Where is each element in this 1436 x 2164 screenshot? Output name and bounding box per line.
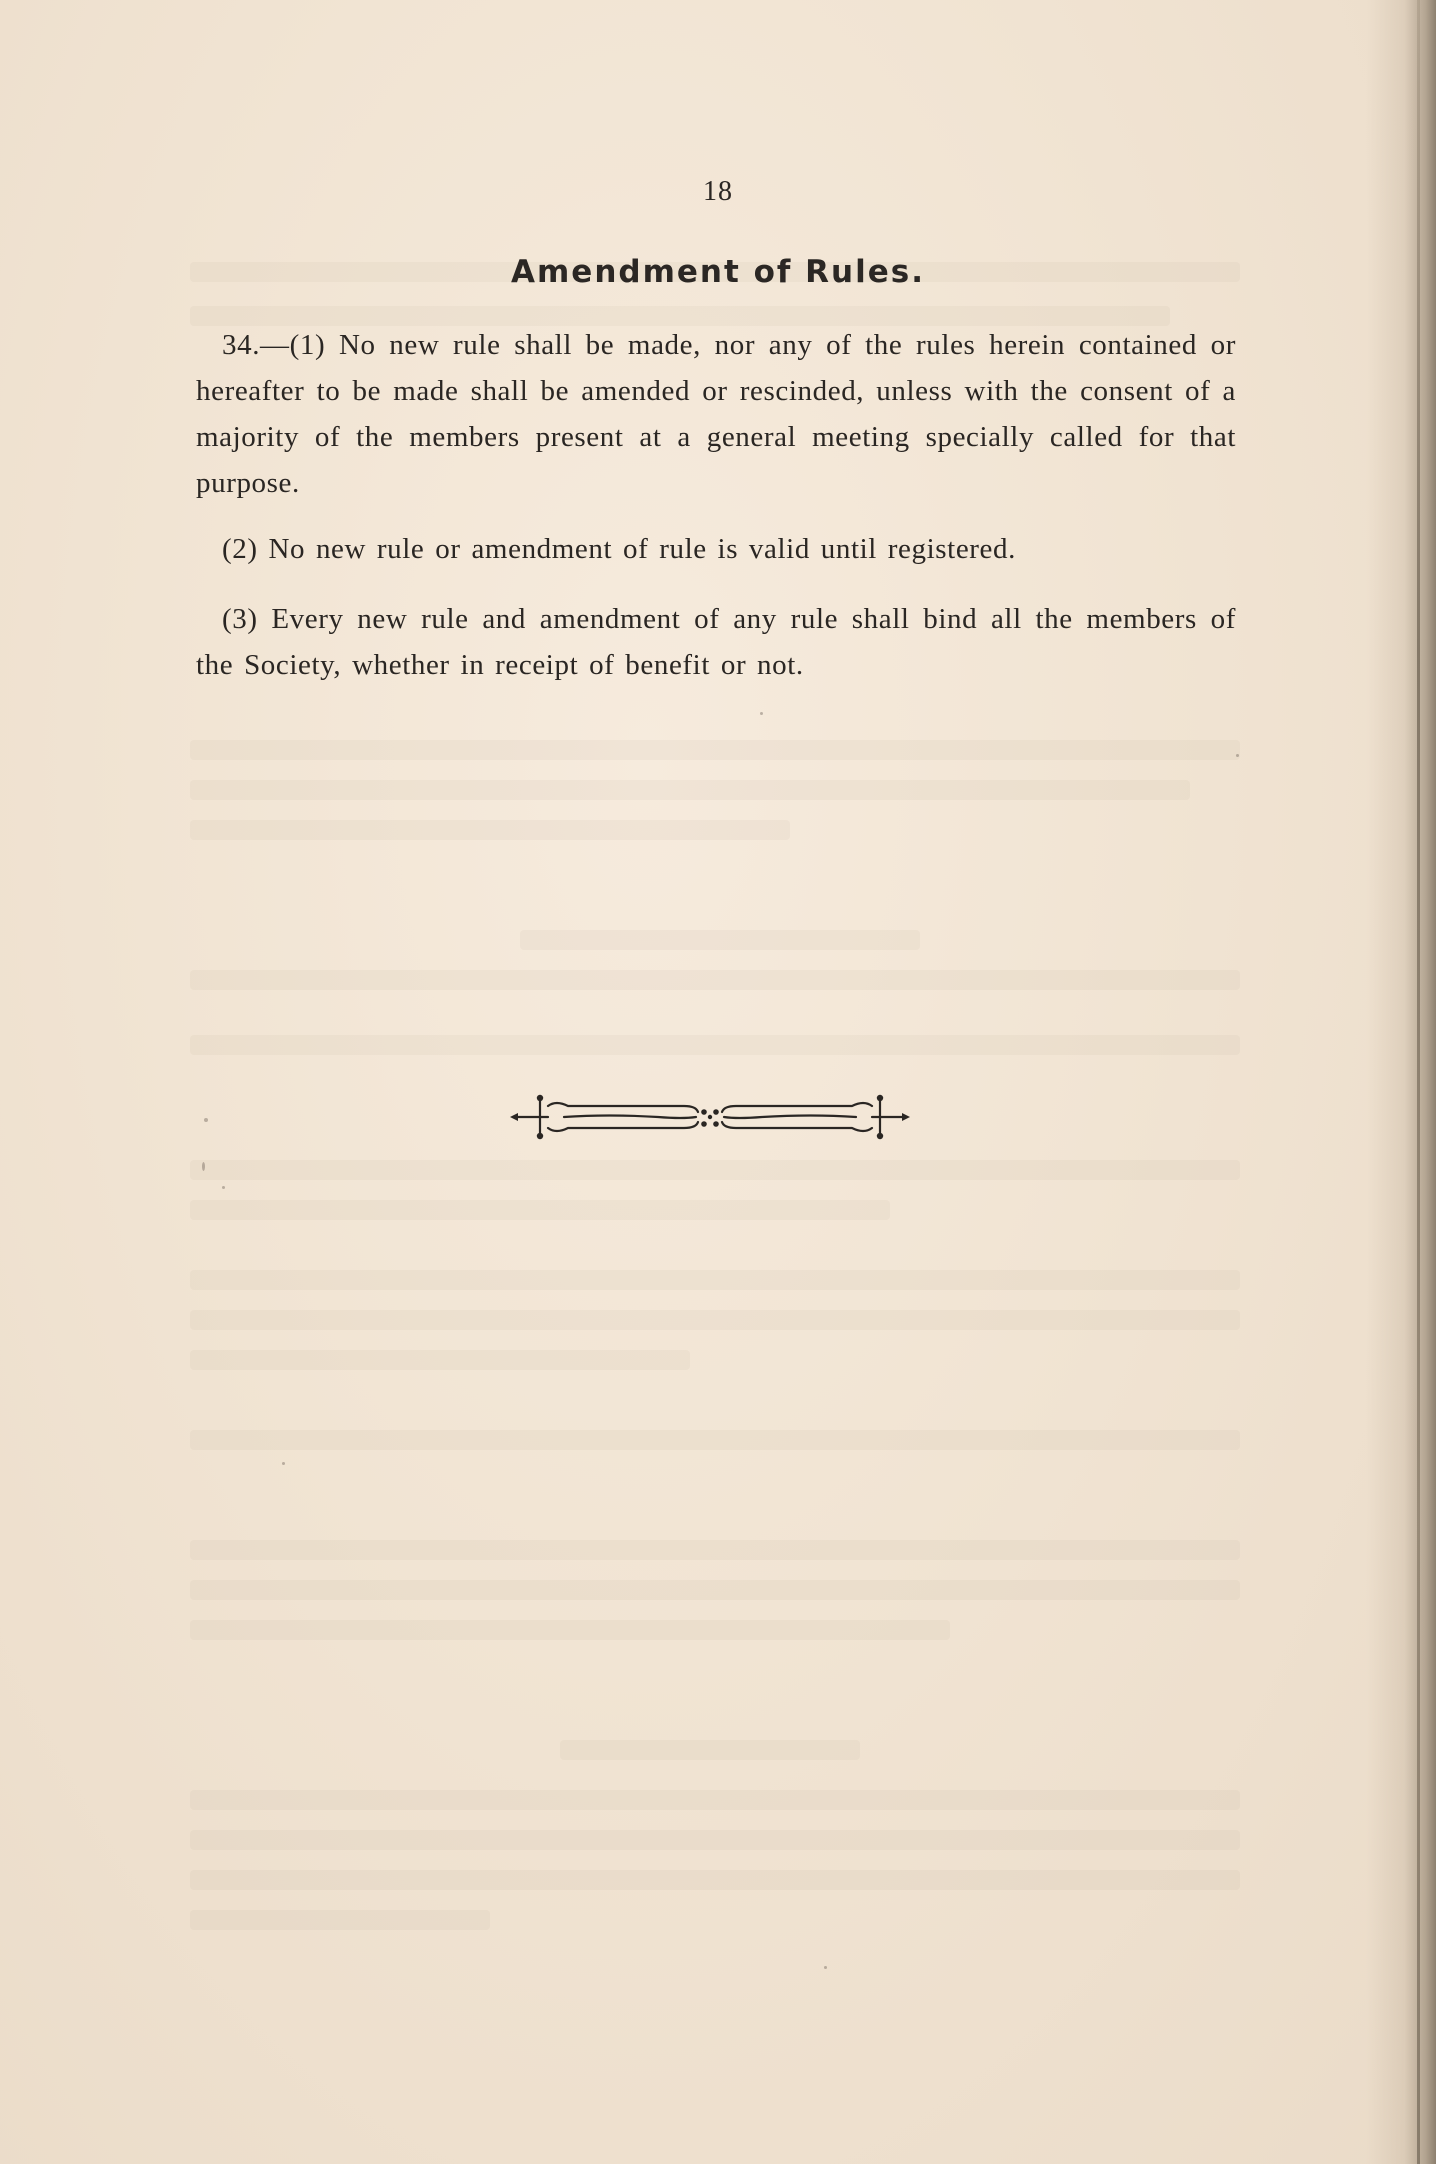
- paper-speck: [222, 1186, 225, 1189]
- page-edge-shadow: [1366, 0, 1436, 2164]
- show-through: [190, 1270, 1240, 1290]
- paper-speck: [204, 1118, 208, 1122]
- show-through: [190, 1430, 1240, 1450]
- show-through: [190, 780, 1190, 800]
- show-through: [190, 1540, 1240, 1560]
- paper-speck: [824, 1966, 827, 1969]
- paragraph-rule-34-3: (3) Every new rule and amendment of any rule shall bind all the members of the Society, whether in receipt of benefit or not.: [196, 603, 1236, 681]
- paragraph-rule-34-2: (2) No new rule or amendment of rule is valid until registered.: [222, 533, 1016, 565]
- page-number: 18: [703, 176, 733, 207]
- show-through: [190, 1830, 1240, 1850]
- paragraph-rule-34-1: 34.—(1) No new rule shall be made, nor any of the rules herein contained or hereafter to be made shall be amended or rescinded, unless with the consent of a majority of the members present at a general meeting specially called for that purpose.: [196, 329, 1236, 499]
- show-through: [190, 1160, 1240, 1180]
- show-through: [190, 1790, 1240, 1810]
- show-through: [190, 740, 1240, 760]
- paper-speck: [282, 1462, 285, 1465]
- show-through: [190, 1350, 690, 1370]
- show-through: [560, 1740, 860, 1760]
- show-through: [190, 1035, 1240, 1055]
- paper-speck: [202, 1162, 205, 1171]
- show-through: [520, 930, 920, 950]
- paper-speck: [760, 712, 763, 715]
- decorative-divider-icon: [508, 1086, 912, 1148]
- show-through: [190, 1200, 890, 1220]
- show-through: [190, 1580, 1240, 1600]
- show-through: [190, 1870, 1240, 1890]
- paper-speck: [1236, 754, 1239, 757]
- section-heading: Amendment of Rules.: [511, 254, 925, 290]
- show-through: [190, 1910, 490, 1930]
- page-edge: [1417, 0, 1420, 2164]
- show-through: [190, 970, 1240, 990]
- show-through: [190, 1310, 1240, 1330]
- show-through: [190, 1620, 950, 1640]
- show-through: [190, 820, 790, 840]
